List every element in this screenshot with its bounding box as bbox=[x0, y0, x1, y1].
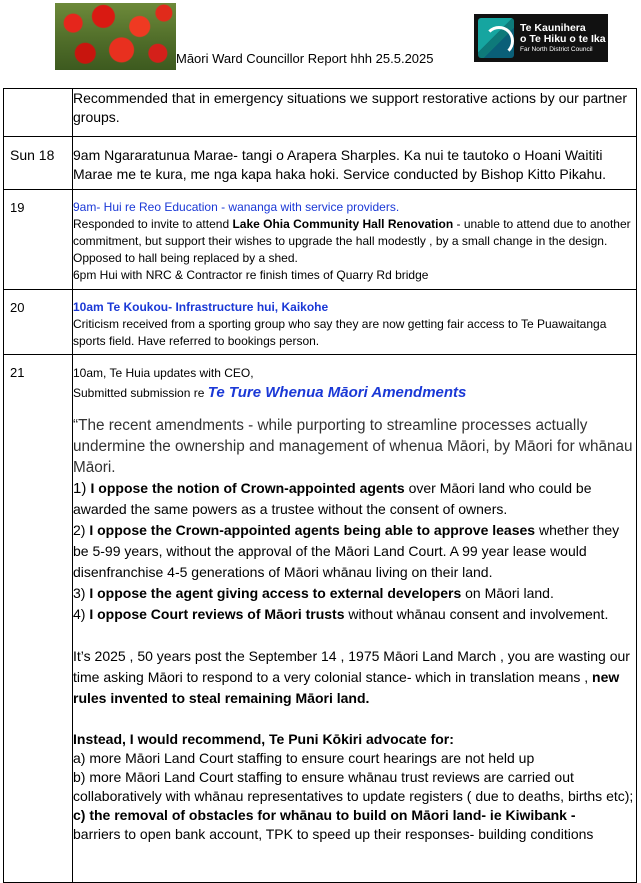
entry-cell bbox=[73, 290, 637, 355]
submission-title: Te Ture Whenua Māori Amendments bbox=[207, 384, 467, 401]
date-label: Sun 18 bbox=[10, 147, 55, 163]
point-4: 4) I oppose Court reviews of Māori trusts without whānau consent and involvement. bbox=[73, 606, 609, 622]
point-2: 2) I oppose the Crown-appointed agents being able to approve leases whether they be 5-99 years, without the approval of the Māori Land Court. A 99 year lease would disenfranchise 4-5 generations of Māori whānau living on their land. bbox=[73, 522, 620, 580]
land-march-paragraph: It’s 2025 , 50 years post the September 14 , 1975 Māori Land March , you are wasting our time asking Māori to respond to a very colonial stance- which in translation means , new rules invented to steal remaining Māori land. bbox=[73, 648, 630, 706]
entry-text: Recommended that in emergency situations we support restorative actions by our partner groups. bbox=[73, 90, 628, 125]
table-row bbox=[4, 290, 637, 355]
date-cell bbox=[4, 355, 73, 883]
date-label: 19 bbox=[10, 200, 25, 215]
logo-line-2: o Te Hiku o te Ika bbox=[520, 32, 606, 45]
recommendation-b: b) more Māori Land Court staffing to ensure whānau trust reviews are carried out collaboratively with whānau representatives to update registers ( due to deaths, births etc); bbox=[73, 769, 634, 804]
recommendation-heading: Instead, I would recommend, Te Puni Kōkiri advocate for: bbox=[73, 731, 454, 747]
report-table bbox=[3, 88, 637, 883]
entry-cell bbox=[73, 89, 637, 137]
table-row bbox=[4, 89, 637, 137]
date-cell bbox=[4, 89, 73, 137]
report-header bbox=[0, 0, 641, 88]
entry-heading: 9am- Hui re Reo Education - wananga with service providers. bbox=[73, 200, 400, 214]
entry-text: Responded to invite to attend Lake Ohia Community Hall Renovation - unable to attend due to another commitment, but support their wishes to upgrade the hall modestly , by a small change in the design. Opposed to hall being replaced by a shed. bbox=[73, 217, 631, 265]
entry-text: 6pm Hui with NRC & Contractor re finish times of Quarry Rd bridge bbox=[73, 268, 429, 282]
logo-line-1: Te Kaunihera bbox=[520, 21, 586, 34]
date-cell bbox=[4, 190, 73, 290]
point-1: 1) I oppose the notion of Crown-appointed agents over Māori land who could be awarded the same powers as a trustee without the consent of owners. bbox=[73, 480, 592, 517]
entry-cell bbox=[73, 137, 637, 190]
entry-heading: 10am Te Koukou- Infrastructure hui, Kaikohe bbox=[73, 300, 329, 314]
recommendation-a: a) more Māori Land Court staffing to ensure court hearings are not held up bbox=[73, 750, 535, 766]
table-row bbox=[4, 137, 637, 190]
council-logo-text bbox=[520, 23, 606, 54]
entry-text: 9am Ngararatunua Marae- tangi o Arapera Sharples. Ka nui te tautoko o Hoani Waititi Marae me te kura, me nga kapa haka hoki. Service conducted by Bishop Kitto Pikahu. bbox=[73, 147, 607, 182]
entry-text: Criticism received from a sporting group who say they are now getting fair access to Te Puawaitanga sports field. Have referred to bookings person. bbox=[73, 317, 607, 348]
date-label: 21 bbox=[10, 365, 25, 380]
table-row bbox=[4, 355, 637, 883]
hall-renovation-name: Lake Ohia Community Hall Renovation bbox=[232, 217, 454, 231]
date-label: 20 bbox=[10, 300, 25, 315]
point-3: 3) I oppose the agent giving access to external developers on Māori land. bbox=[73, 585, 554, 601]
table-row bbox=[4, 190, 637, 290]
entry-cell bbox=[73, 355, 637, 883]
recommendation-c: c) the removal of obstacles for whānau to build on Māori land- ie Kiwibank - barriers to open bank account, TPK to speed up their responses- building conditions bbox=[73, 807, 594, 842]
poppy-field-image bbox=[55, 3, 176, 70]
submission-quote: “The recent amendments - while purporting to streamline processes actually undermine the ownership and management of whenua Māori, by Māori for whānau Māori. bbox=[73, 417, 633, 476]
date-cell bbox=[4, 290, 73, 355]
entry-text: 10am, Te Huia updates with CEO, bbox=[73, 366, 254, 380]
logo-line-3: Far North District Council bbox=[520, 45, 593, 53]
date-cell bbox=[4, 137, 73, 190]
entry-cell bbox=[73, 190, 637, 290]
report-title: Māori Ward Councillor Report hhh 25.5.2025 bbox=[176, 51, 434, 66]
entry-text: Submitted submission re Te Ture Whenua Māori Amendments bbox=[73, 384, 467, 401]
council-logo-mark-icon bbox=[478, 18, 514, 58]
council-logo bbox=[474, 14, 608, 62]
